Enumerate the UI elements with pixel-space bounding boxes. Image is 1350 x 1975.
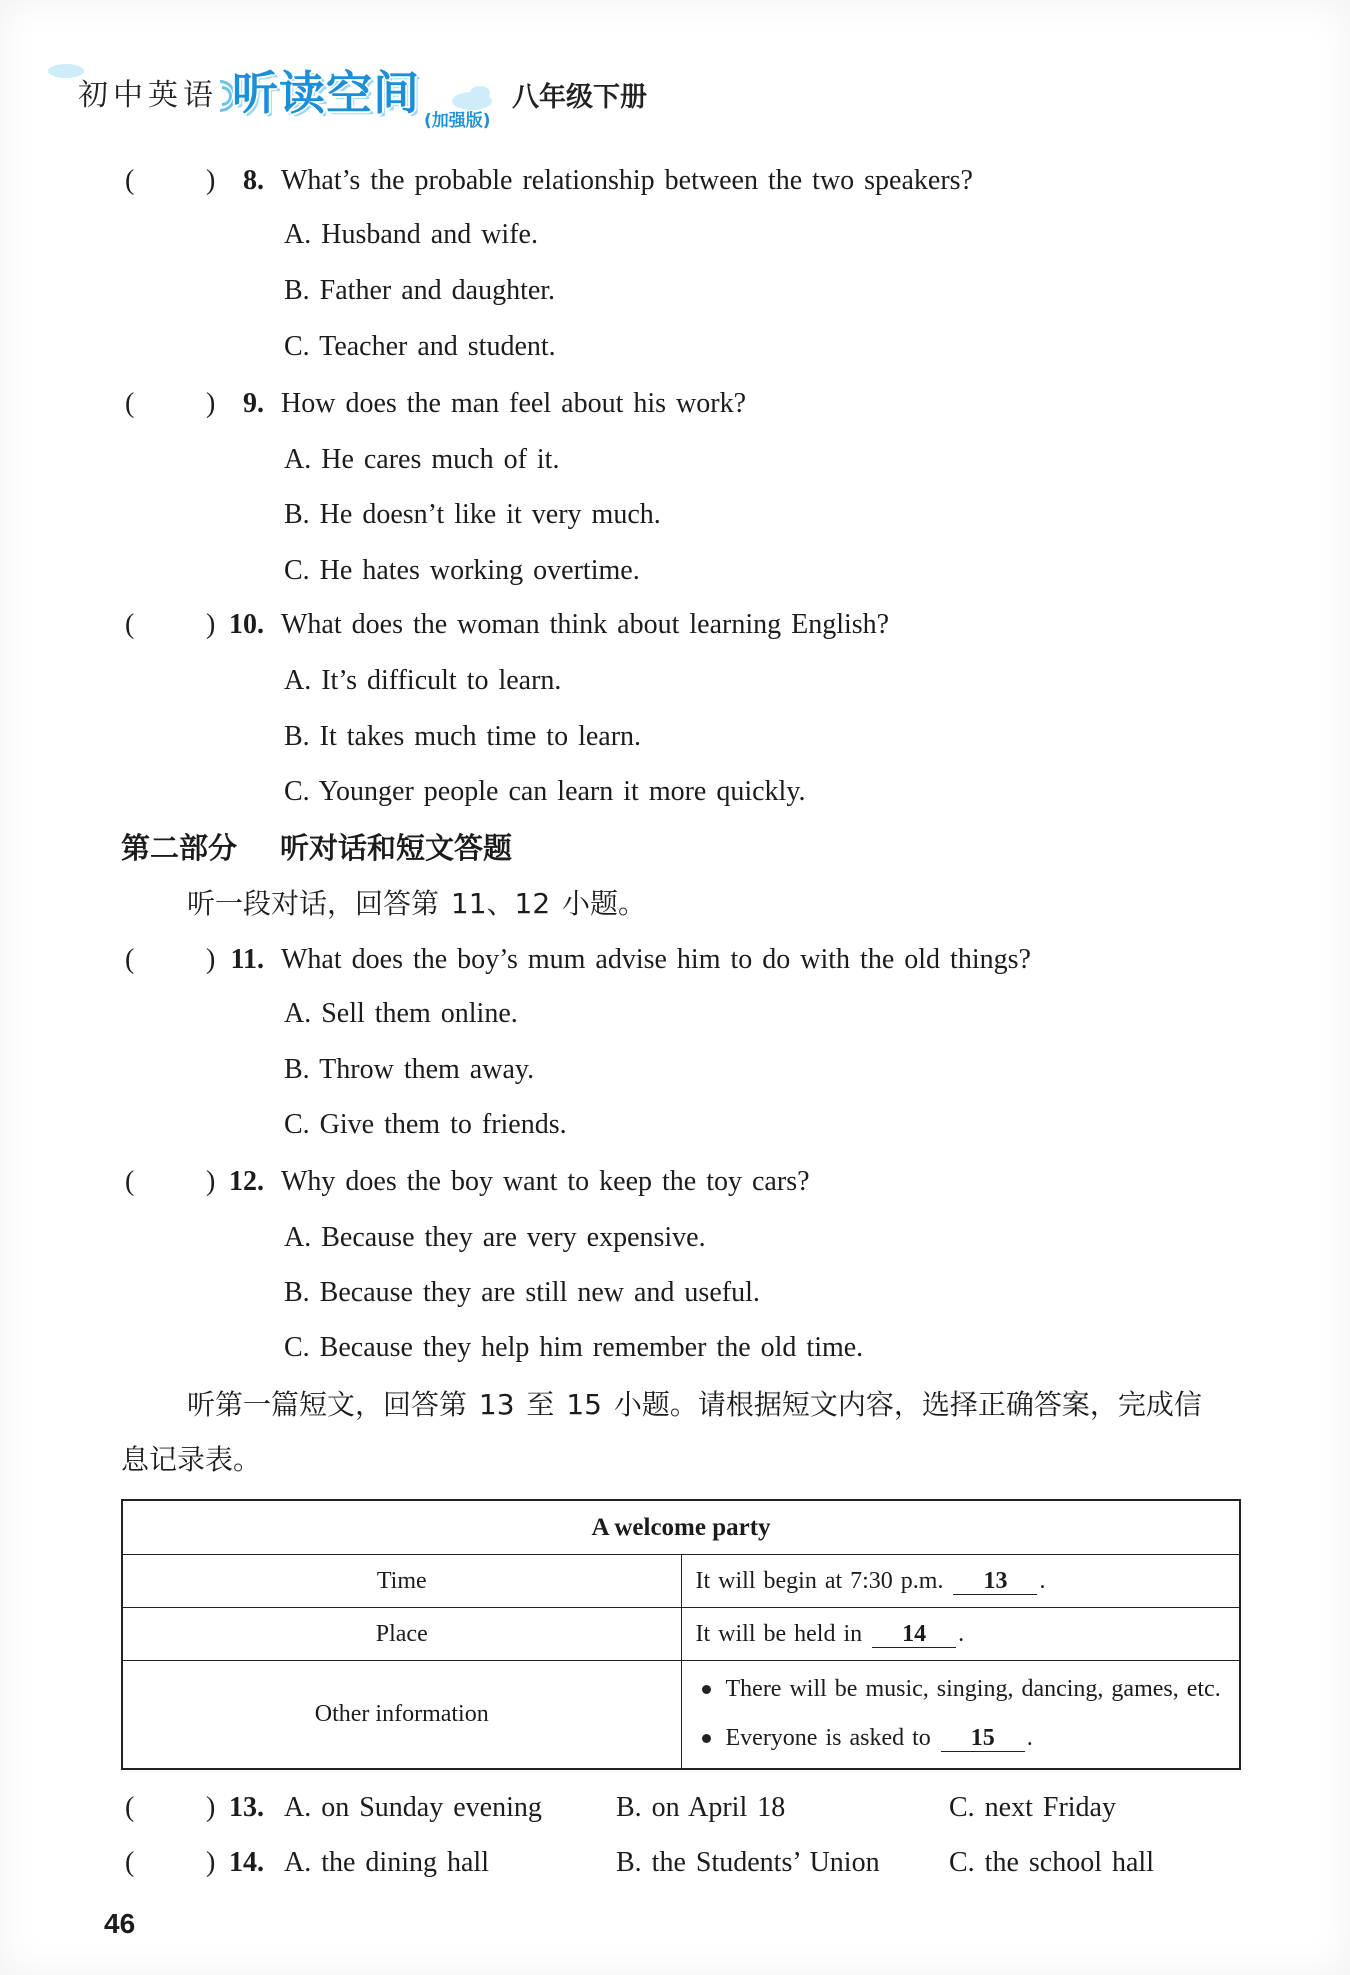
answer-bracket-close: ) [206,609,216,640]
option-c: C. next Friday [949,1792,1116,1823]
question-text: What does the boy’s mum advise him to do with the old things? [281,944,1031,975]
question-14 [0,1843,1350,1883]
series-title: 初中英语 [78,78,218,113]
brand-logo: 听读空间 [232,66,420,120]
option-text: A. It’s difficult to learn. [284,665,562,696]
option-b [0,271,1350,311]
answer-bracket-open: ( [125,1166,135,1197]
question-text: What’s the probable relationship between the two speakers? [281,165,973,196]
table [121,1499,1241,1770]
row-label: Other information [122,1661,681,1769]
answer-bracket-close: ) [206,1847,216,1878]
question-number: 12. [229,1166,264,1197]
answer-bracket-open: ( [125,944,135,975]
answer-bracket-open: ( [125,388,135,419]
answer-bracket-open: ( [125,609,135,640]
option-b [0,495,1350,535]
table-row-other [122,1661,1240,1769]
table-title: A welcome party [122,1500,1240,1555]
option-text: A. He cares much of it. [284,444,560,475]
section-heading [0,828,1350,868]
option-b [0,1273,1350,1313]
question-number: 14. [229,1847,264,1878]
section-title: 听对话和短文答题 [280,831,513,865]
question-10 [0,605,1350,645]
answer-bracket-close: ) [206,1166,216,1197]
option-a [0,440,1350,480]
answer-bracket-open: ( [125,1792,135,1823]
section-label: 第二部分 [121,831,238,865]
row-text-end: . [1039,1567,1046,1594]
blank-14: 14 [872,1621,956,1648]
option-text: B. Father and daughter. [284,275,556,306]
option-text: A. Husband and wife. [284,219,538,250]
option-text: C. Give them to friends. [284,1109,567,1140]
bullet-item [682,1665,1240,1714]
answer-bracket-close: ) [206,165,216,196]
table-row-time [122,1555,1240,1608]
row-value [681,1555,1240,1608]
question-number: 10. [229,609,264,640]
page-number: 46 [104,1908,136,1939]
answer-bracket-open: ( [125,1847,135,1878]
question-number: 13. [229,1792,264,1823]
passage-instruction-line-2 [0,1440,1350,1480]
row-text-end: . [958,1620,965,1647]
option-c [0,1105,1350,1145]
option-c [0,1328,1350,1368]
grade-label: 八年级下册 [512,82,647,113]
question-number: 9. [243,388,264,419]
instruction-text: 听一段对话，回答第 11、12 小题。 [187,887,647,920]
blank-13: 13 [953,1568,1037,1595]
blank-15: 15 [941,1725,1025,1752]
info-record-table [121,1499,1241,1766]
option-a [0,215,1350,255]
answer-bracket-close: ) [206,1792,216,1823]
bullet-text-end: . [1026,1725,1033,1752]
option-text: B. He doesn’t like it very much. [284,499,661,530]
option-c: C. the school hall [949,1847,1154,1878]
question-text: How does the man feel about his work? [281,388,746,419]
passage-instruction-line-1 [0,1385,1350,1425]
row-value [681,1661,1240,1769]
table-header-row [122,1500,1240,1555]
option-text: C. He hates working overtime. [284,555,640,586]
option-a [0,661,1350,701]
option-a [0,994,1350,1034]
option-text: C. Teacher and student. [284,331,556,362]
option-b: B. the Students’ Union [616,1847,880,1878]
bullet-icon [702,1734,711,1743]
option-text: B. Throw them away. [284,1054,535,1085]
bullet-text: Everyone is asked to [725,1725,931,1752]
option-text: A. Because they are very expensive. [284,1222,706,1253]
option-b [0,717,1350,757]
question-8 [0,161,1350,201]
bullet-item [682,1714,1240,1763]
cloud-decoration-icon [470,86,490,100]
question-text: What does the woman think about learning English? [281,609,890,640]
option-a: A. on Sunday evening [284,1792,542,1823]
option-c [0,551,1350,591]
option-a: A. the dining hall [284,1847,489,1878]
dialogue-instruction [0,884,1350,924]
row-label: Time [122,1555,681,1608]
row-value [681,1608,1240,1661]
option-text: B. Because they are still new and useful. [284,1277,760,1308]
option-text: A. Sell them online. [284,998,518,1029]
option-b [0,1050,1350,1090]
option-text: C. Because they help him remember the old time. [284,1332,864,1363]
option-c [0,772,1350,812]
edition-label: (加强版) [424,111,491,131]
question-11 [0,940,1350,980]
bullet-icon [702,1685,711,1694]
instruction-text: 息记录表。 [121,1443,262,1476]
answer-bracket-close: ) [206,944,216,975]
option-text: C. Younger people can learn it more quickly. [284,776,806,807]
question-number: 11. [230,944,264,975]
row-text: It will begin at 7:30 p.m. [695,1567,944,1594]
row-text: It will be held in [695,1620,863,1647]
option-text: B. It takes much time to learn. [284,721,642,752]
option-b: B. on April 18 [616,1792,786,1823]
question-12 [0,1162,1350,1202]
question-text: Why does the boy want to keep the toy cars? [281,1166,810,1197]
question-9 [0,384,1350,424]
table-row-place [122,1608,1240,1661]
bullet-text: There will be music, singing, dancing, games, etc. [725,1676,1221,1703]
option-c [0,327,1350,367]
question-13 [0,1788,1350,1828]
row-label: Place [122,1608,681,1661]
instruction-text: 听第一篇短文，回答第 13 至 15 小题。请根据短文内容，选择正确答案，完成信 [187,1388,1202,1421]
answer-bracket-close: ) [206,388,216,419]
answer-bracket-open: ( [125,165,135,196]
question-number: 8. [243,165,264,196]
option-a [0,1218,1350,1258]
